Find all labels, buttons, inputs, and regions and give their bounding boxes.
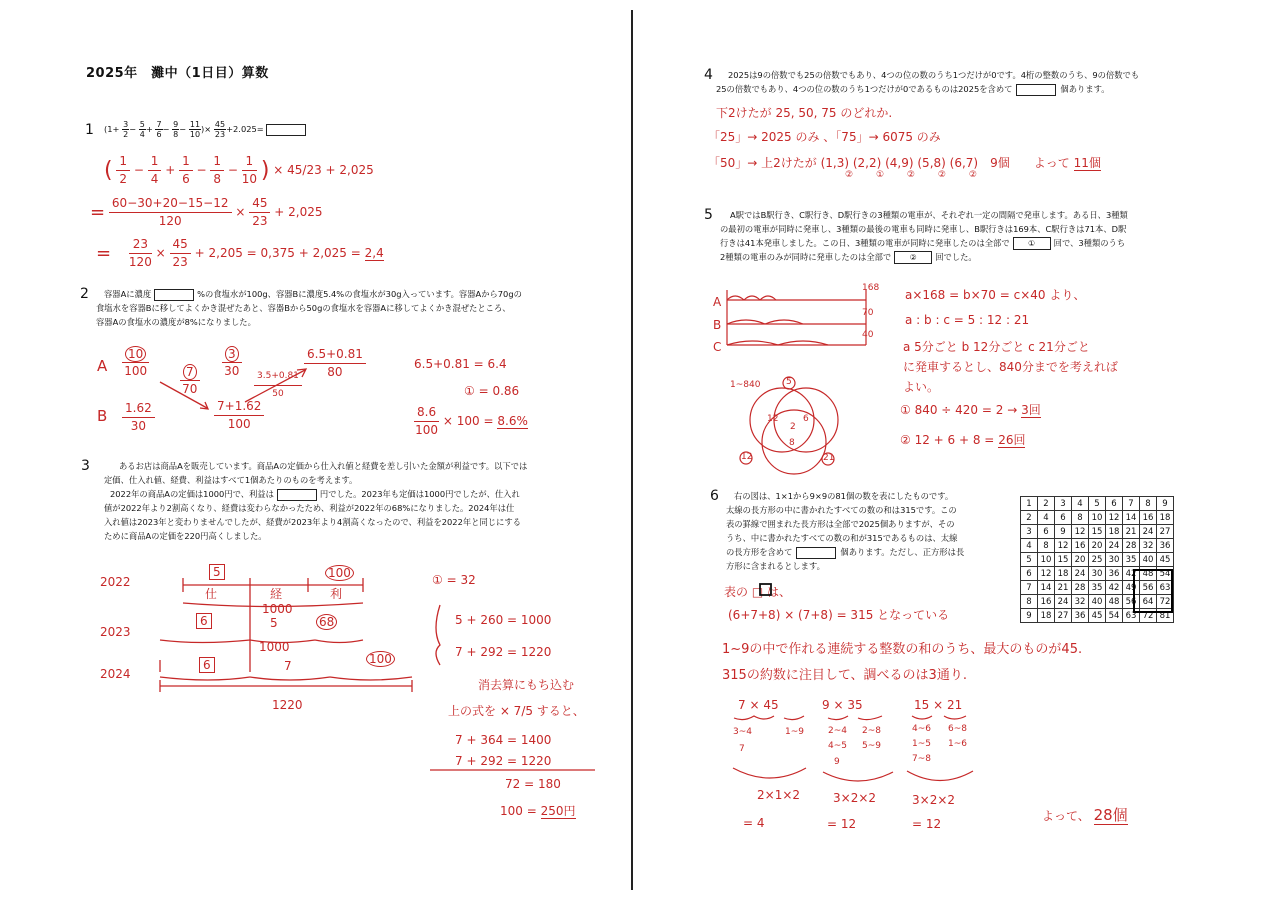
table-cell: 18 <box>1106 525 1123 539</box>
problem-1-expression: (1+ $\frac{3}{2}$ − $\frac{5}{4}$ + $\frac{7}{6}$ − $\frac{9}{8}$ − $\frac{11}{10}$ )× $\frac{45}{23}$ +2.025= <box>104 120 306 139</box>
hw6-l4: 315の約数に注目して、調べるのは3通り. <box>722 668 967 683</box>
hw3-kei: 経 <box>270 587 283 601</box>
table-cell: 27 <box>1055 609 1072 623</box>
table-cell: 8 <box>1140 497 1157 511</box>
table-cell: 6 <box>1021 567 1038 581</box>
hw2-m4: $\frac{7+1.62}{100}$ <box>214 398 264 433</box>
hw6-s3b: 1~5 <box>912 739 931 749</box>
hw3-circle-100: 100 <box>325 565 354 581</box>
table-cell: 7 <box>1123 497 1140 511</box>
hw5-v5: 5 <box>786 377 792 387</box>
hw5-b: B <box>713 318 722 332</box>
hw4-l1: 下2けたが 25, 50, 75 のどれか. <box>716 106 893 120</box>
table-cell: 21 <box>1123 525 1140 539</box>
hw5-v6: 6 <box>803 414 809 424</box>
table-cell: 16 <box>1072 539 1089 553</box>
hw6-s2c: 9 <box>834 757 840 767</box>
hw5-venn-label: 1~840 <box>730 380 761 390</box>
hw5-e2: a : b : c = 5 : 12 : 21 <box>905 313 1030 327</box>
table-cell: 20 <box>1089 539 1106 553</box>
hw6-s3a: 4~6 <box>912 724 931 734</box>
table-cell: 5 <box>1089 497 1106 511</box>
problem-2-number: 2 <box>80 286 89 302</box>
answer-box <box>796 547 836 559</box>
multiplication-table <box>1020 496 1174 623</box>
table-cell: 8 <box>1021 595 1038 609</box>
hw6-m3: 3×2×2 <box>912 793 956 807</box>
table-cell: 15 <box>1089 525 1106 539</box>
hw2-label-b: B <box>97 407 108 425</box>
table-row <box>1021 581 1174 595</box>
hw6-s1a: 3~4 <box>733 727 752 737</box>
table-cell: 21 <box>1055 581 1072 595</box>
hw5-40: 40 <box>862 330 874 340</box>
hw5-v2: 2 <box>790 422 796 432</box>
hw5-168: 168 <box>862 283 880 293</box>
hw5-70: 70 <box>862 308 874 318</box>
hw6-braces <box>0 0 1 1</box>
hw6-l3: 1~9の中で作れる連続する整数の和のうち、最大のものが45. <box>722 642 1083 657</box>
table-cell: 8 <box>1072 511 1089 525</box>
hw3-year-2024: 2024 <box>100 667 131 681</box>
table-cell: 36 <box>1106 567 1123 581</box>
hw3-eq6: 7 + 364 = 1400 <box>455 733 552 747</box>
hw4-marks: ② ① ② ② ② <box>845 170 977 180</box>
table-cell: 12 <box>1055 539 1072 553</box>
hw5-e7: ② 12 + 6 + 8 = 26回 <box>900 433 1026 447</box>
problem-2-text: 容器Aに濃度 %の食塩水が100g、容器Bに濃度5.4%の食塩水が30g入っています。容器Aから70gの 食塩水を容器Bに移してよくかき混ぜたあと、容器Bから50gの食塩水を容器Aに移してよくかき混ぜたところ、 容器Aの食塩水の濃度が8%になりました。 <box>96 289 522 327</box>
table-cell: 3 <box>1021 525 1038 539</box>
hw5-e1: a×168 = b×70 = c×40 より、 <box>905 288 1086 302</box>
hw6-s1c: 1~9 <box>785 727 804 737</box>
table-cell: 28 <box>1072 581 1089 595</box>
hw1-line3: = $\frac{23}{120}$ × $\frac{45}{23}$ + 2,205 = 0,375 + 2,025 = 2,4 <box>96 237 384 269</box>
table-cell: 30 <box>1089 567 1106 581</box>
page-divider <box>631 10 633 890</box>
hw2-m3: $\frac{3.5+0.81}{50}$ <box>254 368 302 403</box>
hw3-shi: 仕 <box>205 587 218 601</box>
hw5-e5: よい。 <box>903 380 940 394</box>
hw2-r2: ① = 0.86 <box>464 384 520 398</box>
hw2-b1: $\frac{1.62}{30}$ <box>122 400 155 435</box>
table-cell: 64 <box>1140 595 1157 609</box>
table-cell: 6 <box>1055 511 1072 525</box>
hw5-v12b: 12 <box>741 452 753 462</box>
hw6-l1: 表の □ は、 <box>724 585 791 599</box>
hw2-m2: $\frac{3}{30}$ <box>222 346 242 380</box>
hw3-eq8: 72 = 180 <box>505 777 561 791</box>
hw3-box-6b: 6 <box>199 657 215 673</box>
hw6-r3: = 12 <box>912 817 942 831</box>
table-cell: 42 <box>1106 581 1123 595</box>
table-cell: 4 <box>1072 497 1089 511</box>
table-cell: 12 <box>1106 511 1123 525</box>
table-cell: 25 <box>1089 553 1106 567</box>
table-cell: 6 <box>1038 525 1055 539</box>
hw6-s2d: 2~8 <box>862 726 881 736</box>
table-cell: 42 <box>1123 567 1140 581</box>
hw3-year-2022: 2022 <box>100 575 131 589</box>
table-cell: 8 <box>1038 539 1055 553</box>
answer-box-2: ② <box>894 251 932 264</box>
hw3-diamond-5: 5 <box>270 616 278 630</box>
hw3-eq5: 上の式を × 7/5 すると、 <box>448 704 585 718</box>
hw6-c2: 9 × 35 <box>822 698 863 712</box>
table-cell: 30 <box>1106 553 1123 567</box>
table-cell: 28 <box>1123 539 1140 553</box>
table-cell: 14 <box>1038 581 1055 595</box>
answer-box <box>266 124 306 136</box>
table-cell: 32 <box>1140 539 1157 553</box>
table-cell: 24 <box>1106 539 1123 553</box>
problem-1-number: 1 <box>85 122 94 138</box>
table-cell: 18 <box>1038 609 1055 623</box>
hw3-box-6: 6 <box>196 613 212 629</box>
hw2-r1: 6.5+0.81 = 6.4 <box>414 357 507 371</box>
answer-box <box>1016 84 1056 96</box>
hw6-r2: = 12 <box>827 817 857 831</box>
table-cell: 56 <box>1123 595 1140 609</box>
table-cell: 40 <box>1089 595 1106 609</box>
problem-5-number: 5 <box>704 207 713 223</box>
hw2-r3: $\frac{8.6}{100}$ × 100 = 8.6% <box>415 405 528 437</box>
table-cell: 72 <box>1140 609 1157 623</box>
table-cell: 9 <box>1157 497 1174 511</box>
table-cell: 45 <box>1089 609 1106 623</box>
table-cell: 2 <box>1021 511 1038 525</box>
table-cell: 49 <box>1123 581 1140 595</box>
hw6-m1: 2×1×2 <box>757 788 801 802</box>
table-cell: 12 <box>1072 525 1089 539</box>
problem-4-number: 4 <box>704 67 713 83</box>
table-cell: 4 <box>1021 539 1038 553</box>
table-cell: 10 <box>1038 553 1055 567</box>
table-cell: 56 <box>1140 581 1157 595</box>
table-cell: 14 <box>1123 511 1140 525</box>
table-cell: 16 <box>1038 595 1055 609</box>
hw6-s2a: 2~4 <box>828 726 847 736</box>
table-row <box>1021 511 1174 525</box>
table-cell: 16 <box>1140 511 1157 525</box>
table-row <box>1021 567 1174 581</box>
table-cell: 10 <box>1089 511 1106 525</box>
hw6-final: よって、 28個 <box>1042 806 1128 824</box>
table-cell: 35 <box>1123 553 1140 567</box>
table-cell: 36 <box>1072 609 1089 623</box>
hw3-1000a: 1000 <box>262 602 293 616</box>
table-cell: 45 <box>1157 553 1174 567</box>
hw6-c1: 7 × 45 <box>738 698 779 712</box>
table-cell: 12 <box>1038 567 1055 581</box>
hw5-v21: 21 <box>823 453 835 463</box>
problem-4-text: 2025は9の倍数でも25の倍数でもあり、4つの位の数のうち1つだけが0です。4桁の整数のうち、9の倍数でも 25の倍数でもあり、4つの位の数のうち1つだけが0であるものは2025を含めて 個あります。 <box>716 70 1140 94</box>
table-cell: 7 <box>1021 581 1038 595</box>
table-row <box>1021 525 1174 539</box>
hw3-diamond-7: 7 <box>284 659 292 673</box>
table-cell: 54 <box>1157 567 1174 581</box>
table-cell: 63 <box>1157 581 1174 595</box>
table-cell: 32 <box>1072 595 1089 609</box>
hw3-year-2023: 2023 <box>100 625 131 639</box>
table-row <box>1021 609 1174 623</box>
hw6-s2b: 4~5 <box>828 741 847 751</box>
table-cell: 1 <box>1021 497 1038 511</box>
hw3-circle-68: 68 <box>316 614 337 630</box>
hw2-label-a: A <box>97 357 108 375</box>
hw4-l3: 「50」→ 上2けたが (1,3) (2,2) (4,9) (5,8) (6,7) 9個 よって 11個 <box>708 156 1101 170</box>
problem-3-number: 3 <box>81 458 90 474</box>
problem-5-text: A駅ではB駅行き、C駅行き、D駅行きの3種類の電車が、それぞれ一定の間隔で発車します。ある日、3種類 の最初の電車が同時に発車し、3種類の最後の電車も同時に発車し、B駅行きは169本、C駅行きは71本、D駅 行きは41本発車しました。この日、3種類の電車が同時に発車したのは全部で ① 回で、3種類のうち 2種類の電車のみが同時に発車したのは全部で ② 回でした。 <box>720 210 1128 262</box>
hw3-1220: 1220 <box>272 698 303 712</box>
table-cell: 3 <box>1055 497 1072 511</box>
hw6-r1: = 4 <box>743 816 765 830</box>
table-cell: 40 <box>1140 553 1157 567</box>
table-cell: 9 <box>1055 525 1072 539</box>
hw6-s3c: 7~8 <box>912 754 931 764</box>
table-cell: 18 <box>1055 567 1072 581</box>
table-cell: 48 <box>1106 595 1123 609</box>
hw6-m2: 3×2×2 <box>833 791 877 805</box>
table-cell: 5 <box>1021 553 1038 567</box>
hw5-v8: 8 <box>789 438 795 448</box>
hw3-1000b: 1000 <box>259 640 290 654</box>
hw6-c3: 15 × 21 <box>914 698 963 712</box>
hw2-m5: $\frac{6.5+0.81}{80}$ <box>304 346 366 381</box>
hw5-e4: に発車するとし、840分までを考えれば <box>903 360 1118 374</box>
hw5-e6: ① 840 ÷ 420 = 2 → 3回 <box>900 403 1041 417</box>
table-cell: 18 <box>1157 511 1174 525</box>
hw2-m1: $\frac{7}{70}$ <box>180 364 200 398</box>
hw3-eq2: 5 + 260 = 1000 <box>455 613 552 627</box>
hw3-eq4: 消去算にもち込む <box>478 678 575 692</box>
table-cell: 4 <box>1038 511 1055 525</box>
table-cell: 81 <box>1157 609 1174 623</box>
table-cell: 15 <box>1055 553 1072 567</box>
problem-6-text: 右の図は、1×1から9×9の81個の数を表にしたものです。 太線の長方形の中に書かれたすべての数の和は315です。この 表の罫線で囲まれた長方形は全部で2025個ありますが、その うち、中に書かれたすべての数の和が315であるものは、太線 の長方形を含めて 個あります。ただし、正方形は長 方形に含まれるとします。 <box>726 491 965 571</box>
table-cell: 6 <box>1106 497 1123 511</box>
hw5-e3: a 5分ごと b 12分ごと c 21分ごと <box>903 340 1090 354</box>
table-cell: 63 <box>1123 609 1140 623</box>
hw3-box-5: 5 <box>209 564 225 580</box>
table-row <box>1021 539 1174 553</box>
table-cell: 72 <box>1157 595 1174 609</box>
table-cell: 54 <box>1106 609 1123 623</box>
hw3-eq1: ① = 32 <box>432 573 476 587</box>
hw3-eq9: 100 = 250円 <box>500 804 576 818</box>
table-cell: 24 <box>1140 525 1157 539</box>
hw5-c: C <box>713 340 722 354</box>
hw3-circle-100b: 100 <box>366 651 395 667</box>
hw3-ri: 利 <box>330 587 343 601</box>
table-cell: 35 <box>1089 581 1106 595</box>
answer-box <box>154 289 194 301</box>
page-title: 2025年 灘中（1日目）算数 <box>86 66 269 81</box>
hw5-v12: 12 <box>767 414 779 424</box>
hw6-s3d: 6~8 <box>948 724 967 734</box>
table-row <box>1021 553 1174 567</box>
table-row <box>1021 595 1174 609</box>
table-cell: 36 <box>1157 539 1174 553</box>
problem-3-text: あるお店は商品Aを販売しています。商品Aの定価から仕入れ値と経費を差し引いた金額が利益です。以下では 定価、仕入れ値、経費、利益はすべて1個あたりのものを考えます。 2022年の商品Aの定価は1000円で、利益は 円でした。2023年も定価は1000円でしたが、仕入れ 値が2022年より2割高くなり、経費は変わらなかったため、利益が2022年の68%になりました。2024年は仕 入れ値は2023年と変わりませんでしたが、経費が2023年より4割高くなったので、利益を2022年と同じにする ために商品Aの定価を220円高くしました。 <box>104 461 528 541</box>
hw6-s2e: 5~9 <box>862 741 881 751</box>
hw6-s1b: 7 <box>739 744 745 754</box>
hw4-l2: 「25」→ 2025 のみ 、「75」→ 6075 のみ <box>708 130 941 144</box>
hw1-answer: 2,4 <box>364 246 384 260</box>
table-cell: 27 <box>1157 525 1174 539</box>
hw1-line2: = $\frac{60-30+20-15-12}{120}$ × $\frac{45}{23}$ + 2,025 <box>90 196 323 228</box>
hw3-eq3: 7 + 292 = 1220 <box>455 645 552 659</box>
table-cell: 9 <box>1021 609 1038 623</box>
table-cell: 20 <box>1072 553 1089 567</box>
table-cell: 24 <box>1055 595 1072 609</box>
hw2-a1: $\frac{10}{100}$ <box>122 346 149 380</box>
table-cell: 2 <box>1038 497 1055 511</box>
table-cell: 48 <box>1140 567 1157 581</box>
hw5-a: A <box>713 295 722 309</box>
table-cell: 24 <box>1072 567 1089 581</box>
problem-6-number: 6 <box>710 488 719 504</box>
hw6-s3e: 1~6 <box>948 739 967 749</box>
table-row <box>1021 497 1174 511</box>
answer-box-1: ① <box>1013 237 1051 250</box>
hw6-l2: (6+7+8) × (7+8) = 315 となっている <box>728 608 950 622</box>
hw3-eq7: 7 + 292 = 1220 <box>455 754 552 768</box>
hw1-line1: ( $\frac{1}{2}$ − $\frac{1}{4}$ + $\frac{1}{6}$ − $\frac{1}{8}$ − $\frac{1}{10}$ ) × 45/23 + 2,025 <box>104 154 374 186</box>
answer-box <box>277 489 317 501</box>
